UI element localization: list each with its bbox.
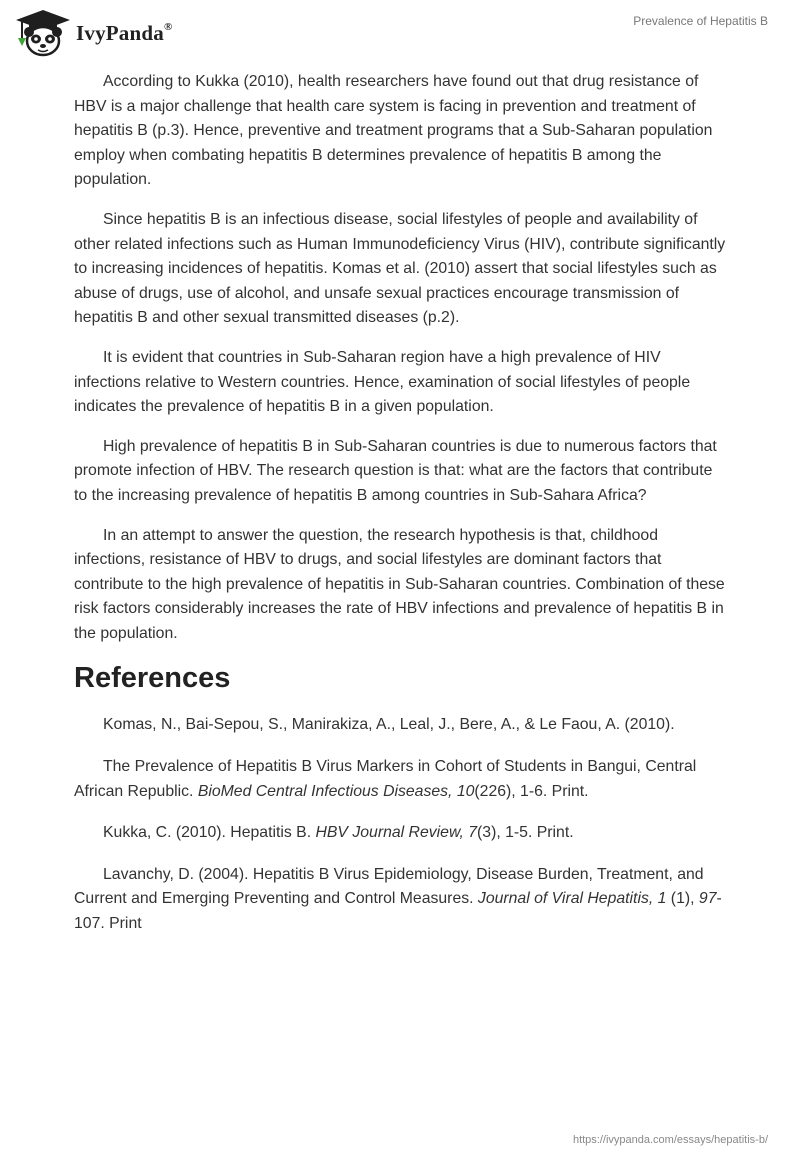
reference-text: The Prevalence of Hepatitis B Virus Markers in Cohort of Students in Bangui, Central African Republic. bbox=[74, 758, 697, 800]
essay-content bbox=[74, 70, 726, 954]
reference-entry bbox=[74, 755, 726, 804]
reference-pages: 97 bbox=[698, 890, 717, 908]
reference-journal: HBV Journal Review, 7 bbox=[315, 824, 478, 842]
body-paragraph: High prevalence of hepatitis B in Sub-Saharan countries is due to numerous factors that promote infection of HBV. The research question is that: what are the factors that contribute to the increasing prevalence of hepatitis B among countries in Sub-Sahara Africa? bbox=[74, 437, 717, 504]
body-paragraph: It is evident that countries in Sub-Saharan region have a high prevalence of HIV infections relative to Western countries. Hence, examination of social lifestyles of people indicates the prevalence of hepatitis B in a given population. bbox=[74, 348, 691, 416]
logo-wordmark: IvyPanda® bbox=[76, 20, 173, 45]
reference-journal: Journal of Viral Hepatitis, 1 bbox=[477, 890, 667, 908]
reference-entry bbox=[74, 821, 726, 846]
reference-text: (226), 1-6. Print. bbox=[474, 782, 589, 800]
reference-text: (1), bbox=[666, 890, 699, 908]
body-paragraph: In an attempt to answer the question, the research hypothesis is that, childhood infections, resistance of HBV to drugs, and social lifestyles are dominant factors that contribute to the high prevalence of hepatitis in Sub-Saharan countries. Combination of these risk factors considerably increases the rate of HBV infections and prevalence of hepatitis B in the population. bbox=[74, 526, 725, 642]
references-heading: References bbox=[74, 662, 231, 695]
page-header bbox=[0, 0, 800, 60]
ivypanda-logo[interactable] bbox=[14, 8, 172, 58]
reference-entry bbox=[74, 713, 726, 738]
source-url-link[interactable]: https://ivypanda.com/essays/hepatitis-b/ bbox=[572, 1134, 768, 1146]
body-paragraph: Since hepatitis B is an infectious disease, social lifestyles of people and availability of other related infections such as Human Immunodeficiency Virus (HIV), contribute significantly to increasing incidences of hepatitis. Komas et al. (2010) assert that social lifestyles such as abuse of drugs, use of alcohol, and unsafe sexual practices encourage transmission of hepatitis B and other sexual transmitted diseases (p.2). bbox=[74, 210, 726, 327]
reference-text: Komas, N., Bai-Sepou, S., Manirakiza, A., Leal, J., Bere, A., & Le Faou, A. (2010). bbox=[103, 716, 675, 734]
reference-text: Lavanchy, D. (2004). Hepatitis B Virus Epidemiology, Disease Burden, Treatment, and Current and Emerging Preventing and Control Measures. bbox=[74, 865, 704, 908]
body-paragraph: According to Kukka (2010), health researchers have found out that drug resistance of HBV is a major challenge that health care system is facing in prevention and treatment of hepatitis B (p.3). Hence, preventive and treatment programs that a Sub-Saharan population employ when combating hepatitis B determines prevalence of hepatitis B among the population. bbox=[74, 73, 713, 189]
running-title: Prevalence of Hepatitis B bbox=[633, 14, 768, 28]
reference-text: Kukka, C. (2010). Hepatitis B. bbox=[103, 824, 316, 842]
reference-text: -107. Print bbox=[74, 890, 722, 933]
reference-entry bbox=[74, 863, 726, 937]
reference-journal: BioMed Central Infectious Diseases, 10 bbox=[197, 782, 475, 800]
reference-text: (3), 1-5. Print. bbox=[477, 824, 574, 842]
panda-graduate-icon bbox=[14, 8, 72, 58]
